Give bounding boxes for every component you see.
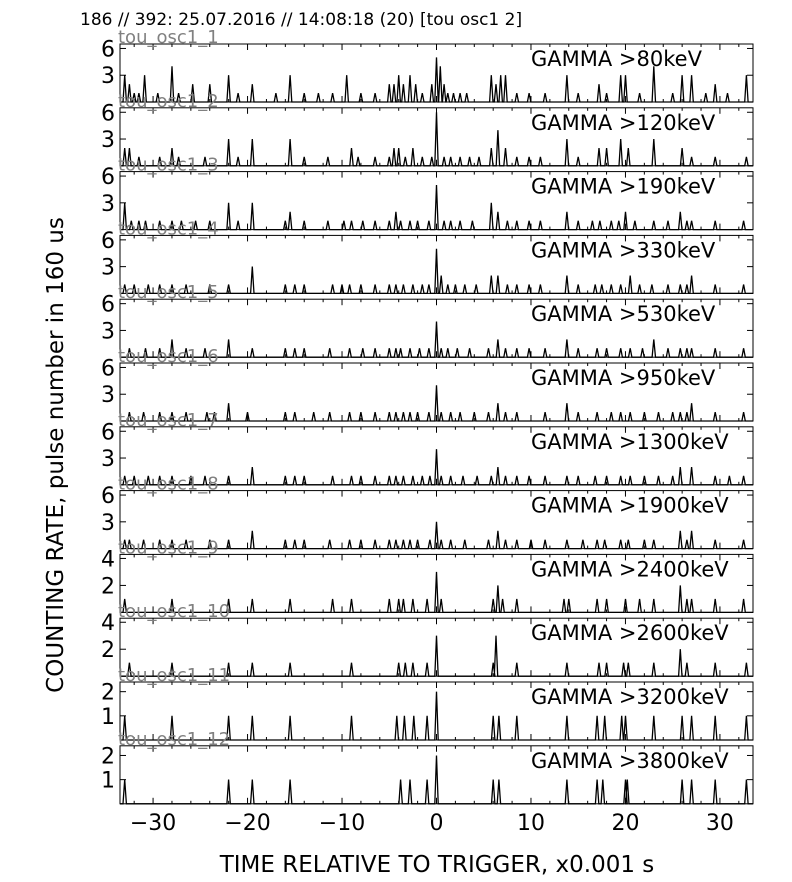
y-tick-label: 2 <box>101 744 115 770</box>
panel-label: GAMMA >120keV <box>531 110 716 135</box>
channel-label: tou_osc1_12 <box>118 728 231 750</box>
y-tick-label: 1 <box>101 768 115 794</box>
y-tick-label: 3 <box>101 191 115 217</box>
y-tick-label: 6 <box>101 101 115 127</box>
y-tick-label: 3 <box>101 447 115 473</box>
panel-label: GAMMA >1900keV <box>531 493 729 518</box>
y-tick-label: 3 <box>101 319 115 345</box>
y-tick-label: 2 <box>101 680 115 706</box>
y-tick-label: 4 <box>101 611 115 637</box>
panel-label: GAMMA >3800keV <box>531 748 729 773</box>
panel-label: GAMMA >190keV <box>531 174 716 199</box>
x-tick-label: 20 <box>611 810 640 836</box>
y-tick-label: 6 <box>101 37 115 63</box>
channel-label: tou_osc1_4 <box>118 218 219 240</box>
panel-label: GAMMA >2600keV <box>531 621 729 646</box>
y-tick-label: 4 <box>101 547 115 573</box>
panel-label: GAMMA >80keV <box>531 47 702 71</box>
x-tick-label: −10 <box>318 810 366 836</box>
channel-label: tou_osc1_11 <box>118 665 231 686</box>
y-tick-label: 3 <box>101 128 115 154</box>
x-tick-label: −20 <box>224 810 271 836</box>
y-tick-label: 6 <box>101 228 115 254</box>
y-tick-label: 3 <box>101 64 115 90</box>
channel-label: tou_osc1_2 <box>118 90 219 112</box>
x-tick-label: 10 <box>516 810 545 836</box>
y-tick-label: 1 <box>101 704 115 730</box>
panel-label: GAMMA >950keV <box>531 366 716 390</box>
y-tick-label: 6 <box>101 420 115 446</box>
y-tick-label: 6 <box>101 356 115 382</box>
panel-label: GAMMA >3200keV <box>531 685 729 709</box>
channel-label: tou_osc1_6 <box>118 346 219 367</box>
y-tick-label: 3 <box>101 255 115 281</box>
y-tick-label: 2 <box>101 638 115 664</box>
y-axis-label: COUNTING RATE, pulse number in 160 us <box>43 217 69 693</box>
channel-label: tou_osc1_10 <box>118 601 231 623</box>
y-tick-label: 6 <box>101 484 115 510</box>
channel-label: tou_osc1_3 <box>118 154 219 176</box>
channel-label: tou_osc1_1 <box>118 27 219 48</box>
x-axis <box>130 811 734 836</box>
y-tick-label: 3 <box>101 510 115 536</box>
header-title: 186 // 392: 25.07.2016 // 14:08:18 (20) [tou osc1 2] <box>80 10 523 30</box>
x-tick-label: 30 <box>705 810 734 836</box>
y-tick-label: 2 <box>101 574 115 600</box>
x-tick-label: 0 <box>429 810 444 836</box>
y-tick-label: 6 <box>101 292 115 318</box>
channel-label: tou_osc1_8 <box>118 473 219 495</box>
y-tick-label: 3 <box>101 383 115 409</box>
channel-label: tou_osc1_9 <box>118 537 219 559</box>
panel-label: GAMMA >330keV <box>531 238 716 263</box>
panels <box>101 27 753 804</box>
x-axis-label: TIME RELATIVE TO TRIGGER, x0.001 s <box>219 852 655 878</box>
panel-label: GAMMA >1300keV <box>531 429 729 454</box>
y-tick-label: 6 <box>101 165 115 191</box>
x-tick-label: −30 <box>129 810 177 836</box>
panel-label: GAMMA >2400keV <box>531 557 729 582</box>
panel-label: GAMMA >530keV <box>531 302 716 327</box>
channel-label: tou_osc1_7 <box>118 409 219 431</box>
channel-label: tou_osc1_5 <box>118 282 219 304</box>
